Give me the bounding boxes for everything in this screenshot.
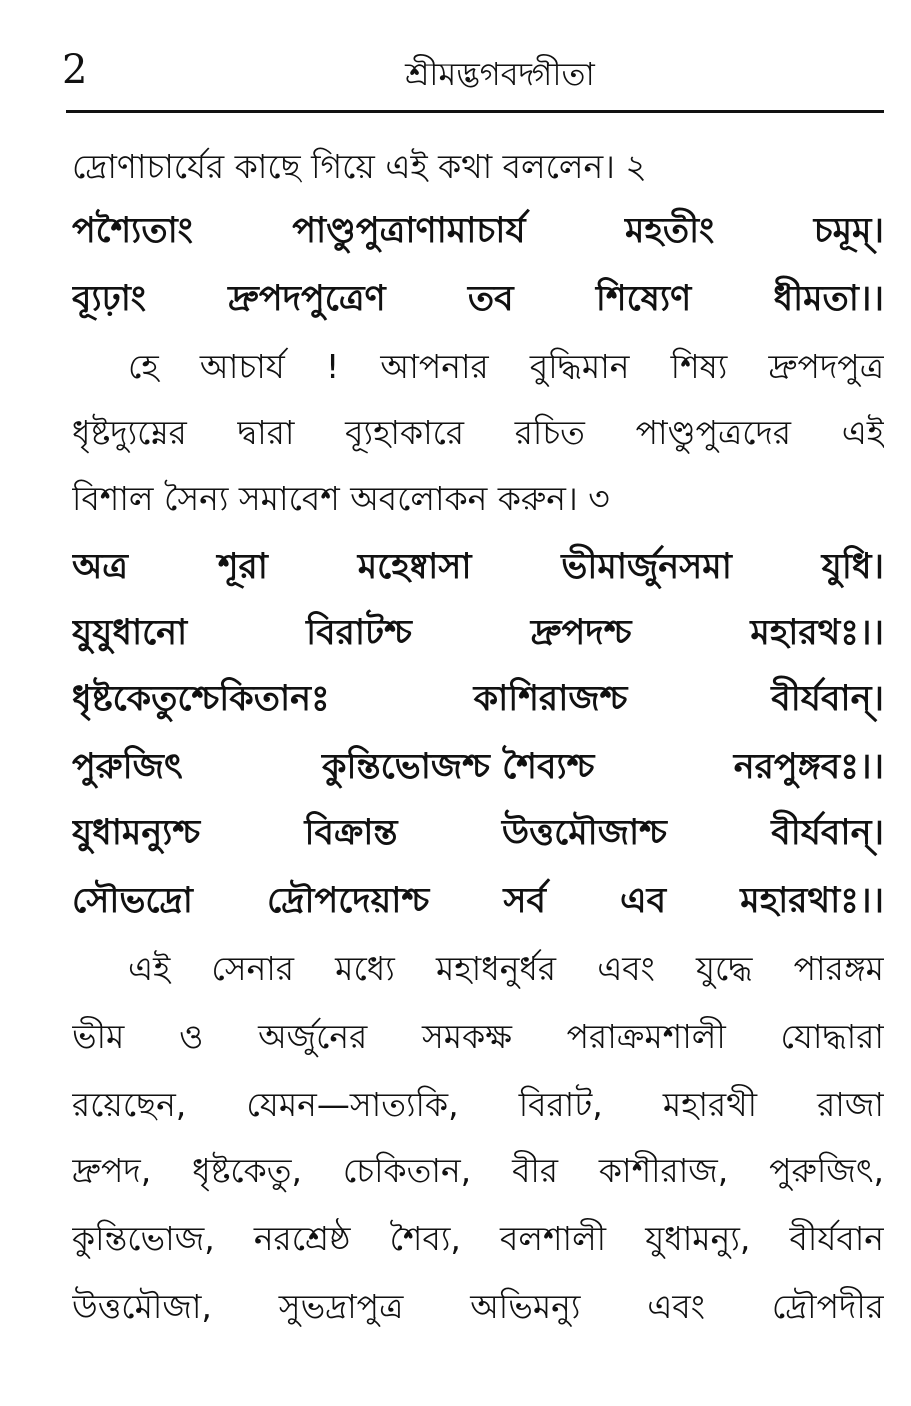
verse-word: বীর্যবান্‌। (771, 679, 884, 719)
prose-word: অর্জুনের (258, 1017, 368, 1056)
prose-word: কুন্তিভোজ, (72, 1219, 215, 1258)
prose-word: নরশ্রেষ্ঠ (253, 1219, 351, 1258)
verse-word: ধৃষ্টকেতুশ্চেকিতানঃ (72, 679, 330, 719)
prose-word: আপনার (380, 347, 489, 386)
prose-word: দ্রুপদপুত্র (768, 347, 884, 386)
prose-word: পুরুজিৎ, (769, 1151, 884, 1190)
prose-word: বিরাট, (518, 1085, 603, 1124)
header-divider (66, 110, 884, 113)
verse-line-2 (72, 264, 884, 334)
prose-word: সেনার (211, 949, 295, 988)
verse-word: পুরুজিৎ (72, 747, 183, 787)
prose-line-10 (72, 1272, 884, 1342)
verse-word: মহেষ্বাসা (357, 547, 472, 587)
verse-word: নরপুঙ্গবঃ।। (733, 747, 884, 787)
verse-line-3 (72, 532, 884, 602)
verse-word: শূরা (217, 547, 268, 587)
verse-word: মহতীং (625, 211, 715, 251)
verse-word: মহারথঃ।। (750, 613, 884, 653)
prose-word: এবং (597, 949, 655, 988)
prose-word: মহারথী (662, 1085, 758, 1124)
prose-line-6 (72, 1002, 884, 1072)
prose-word: শিষ্য (670, 347, 728, 386)
prose-word: আচার্য (199, 347, 285, 386)
prose-line-5 (72, 934, 884, 1004)
prose-word: দ্রৌপদীর (771, 1287, 884, 1326)
verse-word: কাশিরাজশ্চ (473, 679, 628, 719)
verse-word: বিরাটশ্চ (306, 613, 412, 653)
running-head-title: শ্রীমদ্ভগবদ্গীতা (405, 55, 595, 93)
verse-line-7 (72, 798, 884, 868)
verse-word: চমূম্‌। (813, 211, 884, 251)
verse-line-6 (72, 732, 884, 802)
verse-word: যুধামন্যুশ্চ (72, 813, 201, 853)
prose-word: যুদ্ধে (696, 949, 753, 988)
prose-word: অভিমন্যু (470, 1287, 581, 1326)
verse-word: উত্তমৌজাশ্চ (501, 813, 667, 853)
prose-word: পরাক্রমশালী (566, 1017, 726, 1056)
prose-word: ! (325, 347, 340, 386)
verse-word: ধীমতা।। (773, 279, 884, 319)
verse-word: শিষ্যেণ (595, 279, 692, 319)
verse-word: অত্র (72, 547, 129, 587)
verse-word: দ্রুপদশ্চ (530, 613, 632, 653)
verse-word: দ্রুপদপুত্রেণ (228, 279, 386, 319)
prose-word: এবং (647, 1287, 705, 1326)
prose-word: ধৃষ্টদ্যুম্নের (72, 413, 187, 452)
verse-word: পাণ্ডুপুত্রাণামাচার্য (292, 211, 526, 251)
prose-line-8 (72, 1136, 884, 1206)
prose-word: সমকক্ষ (421, 1017, 512, 1056)
verse-line-1 (72, 196, 884, 266)
prose-word: মধ্যে (335, 949, 395, 988)
prose-word: রাজা (817, 1085, 884, 1124)
prose-word: মহাধনুর্ধর (435, 949, 557, 988)
prose-line-2 (72, 332, 884, 402)
prose-line-9 (72, 1204, 884, 1274)
prose-line-7 (72, 1070, 884, 1140)
prose-word: বীর (512, 1151, 559, 1190)
verse-word: দ্রৌপদেয়াশ্চ (267, 881, 430, 921)
prose-line-3 (72, 398, 884, 468)
page-number: 2 (62, 47, 88, 93)
verse-line-4 (72, 598, 884, 668)
prose-word: ব্যূহাকারে (345, 413, 465, 452)
verse-word: ব্যূঢ়াং (72, 279, 146, 319)
prose-word: এই (841, 413, 884, 452)
verse-word: বিক্রান্ত (304, 813, 398, 853)
prose-word: শৈব্য, (389, 1219, 461, 1258)
prose-word: সুভদ্রাপুত্র (278, 1287, 404, 1326)
prose-word: দ্বারা (237, 413, 295, 452)
prose-word: পারঙ্গম (793, 949, 884, 988)
prose-word: ধৃষ্টকেতু, (192, 1151, 303, 1190)
prose-word: ও (179, 1017, 204, 1056)
prose-word: রয়েছেন, (72, 1085, 187, 1124)
verse-word: সৌভদ্রো (72, 881, 193, 921)
verse-word: যুধি। (821, 547, 884, 587)
verse-word: এব (620, 881, 667, 921)
verse-word: মহারথাঃ।। (740, 881, 884, 921)
prose-word: চেকিতান, (342, 1151, 472, 1190)
prose-word: যোদ্ধারা (780, 1017, 884, 1056)
prose-word: দ্রুপদ, (72, 1151, 152, 1190)
verse-word: ভীমার্জুনসমা (561, 547, 732, 587)
prose-word: এই (128, 949, 171, 988)
verse-word: পশ্যৈতাং (72, 211, 193, 251)
verse-word: যুযুধানো (72, 613, 188, 653)
prose-word: হে (128, 347, 159, 386)
prose-word: উত্তমৌজা, (72, 1287, 212, 1326)
prose-word: বুদ্ধিমান (529, 347, 630, 386)
verse-word: তব (467, 279, 514, 319)
prose-word: কাশীরাজ, (598, 1151, 729, 1190)
prose-word: যেমন—সাত্যকি, (246, 1085, 459, 1124)
prose-word: ভীম (72, 1017, 125, 1056)
verse-line-5 (72, 664, 884, 734)
verse-word: বীর্যবান্‌। (771, 813, 884, 853)
prose-word: বলশালী (500, 1219, 607, 1258)
prose-word: বীর্যবান (789, 1219, 884, 1258)
verse-word: কুন্তিভোজশ্চ শৈব্যশ্চ (321, 747, 595, 787)
verse-word: সর্ব (503, 881, 546, 921)
prose-word: পাণ্ডুপুত্রদের (635, 413, 792, 452)
prose-word: যুধামন্যু, (645, 1219, 751, 1258)
prose-line-1: দ্রোণাচার্যের কাছে গিয়ে এই কথা বললেন। ২ (72, 147, 647, 186)
prose-line-4: বিশাল সৈন্য সমাবেশ অবলোকন করুন। ৩ (72, 479, 610, 518)
prose-word: রচিত (514, 413, 585, 452)
verse-line-8 (72, 866, 884, 936)
